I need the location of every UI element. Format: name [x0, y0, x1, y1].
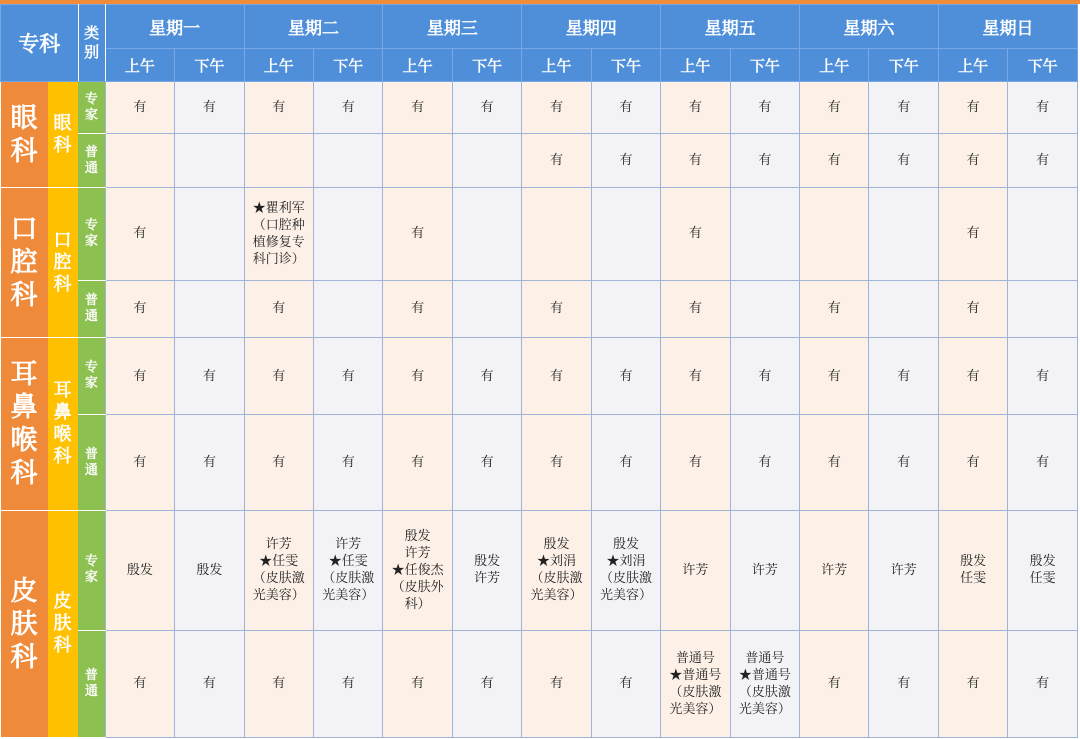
- schedule-cell: 有: [1008, 82, 1078, 134]
- schedule-cell: 有: [383, 82, 452, 134]
- department-subname: 眼 科: [48, 82, 78, 187]
- schedule-cell: [730, 188, 799, 281]
- category-label: 普 通: [78, 134, 105, 188]
- schedule-cell: 有: [730, 338, 799, 415]
- schedule-cell: 有: [591, 134, 660, 188]
- department-block: [1, 188, 79, 338]
- schedule-cell: 有: [800, 415, 869, 511]
- schedule-cell: 有: [522, 338, 591, 415]
- schedule-cell: 有: [1008, 338, 1078, 415]
- schedule-cell: 有: [591, 338, 660, 415]
- schedule-cell: 许芳: [730, 511, 799, 631]
- schedule-row: [1, 511, 1078, 631]
- schedule-cell: 有: [175, 415, 244, 511]
- schedule-cell: 有: [313, 415, 382, 511]
- schedule-cell: 有: [800, 280, 869, 337]
- schedule-cell: 有: [869, 630, 938, 737]
- schedule-cell: 有: [452, 630, 521, 737]
- pm-header: 下午: [175, 49, 244, 82]
- schedule-cell: [313, 188, 382, 281]
- schedule-cell: [800, 188, 869, 281]
- schedule-cell: [591, 280, 660, 337]
- schedule-cell: [730, 280, 799, 337]
- specialty-header: 专科: [1, 5, 79, 82]
- day-header: 星期六: [800, 5, 939, 49]
- schedule-cell: 许芳: [661, 511, 730, 631]
- schedule-cell: 殷发: [175, 511, 244, 631]
- schedule-body: [1, 82, 1078, 738]
- category-label: 普 通: [78, 280, 105, 337]
- schedule-cell: ★瞿利军 （口腔种 植修复专 科门诊）: [244, 188, 313, 281]
- schedule-row: [1, 338, 1078, 415]
- schedule-cell: 有: [730, 82, 799, 134]
- schedule-cell: 有: [522, 134, 591, 188]
- schedule-cell: 有: [452, 415, 521, 511]
- department-subname: 耳 鼻 喉 科: [48, 338, 78, 510]
- day-header: 星期四: [522, 5, 661, 49]
- schedule-cell: 有: [661, 338, 730, 415]
- schedule-cell: [522, 188, 591, 281]
- department-subname: 皮 肤 科: [48, 511, 78, 737]
- day-header: 星期五: [661, 5, 800, 49]
- am-header: 上午: [938, 49, 1007, 82]
- schedule-cell: 有: [591, 630, 660, 737]
- schedule-cell: 殷发 任雯: [1008, 511, 1078, 631]
- schedule-cell: 有: [452, 338, 521, 415]
- schedule-cell: 有: [938, 280, 1007, 337]
- schedule-cell: 有: [661, 82, 730, 134]
- schedule-cell: 有: [800, 630, 869, 737]
- schedule-cell: [105, 134, 174, 188]
- schedule-cell: 有: [522, 82, 591, 134]
- schedule-cell: 有: [800, 134, 869, 188]
- schedule-cell: 有: [105, 188, 174, 281]
- schedule-cell: 有: [105, 280, 174, 337]
- day-header: 星期日: [938, 5, 1077, 49]
- schedule-cell: 有: [938, 134, 1007, 188]
- schedule-cell: 有: [591, 82, 660, 134]
- schedule-cell: 普通号 ★普通号 （皮肤激 光美容）: [661, 630, 730, 737]
- schedule-cell: 有: [1008, 415, 1078, 511]
- category-label: 专 家: [78, 338, 105, 415]
- schedule-cell: [1008, 188, 1078, 281]
- schedule-cell: [175, 188, 244, 281]
- schedule-cell: 有: [730, 134, 799, 188]
- schedule-cell: [175, 280, 244, 337]
- department-name: 耳 鼻 喉 科: [1, 338, 48, 510]
- header-row-ampm: [1, 49, 1078, 82]
- department-name: 口 腔 科: [1, 188, 48, 337]
- schedule-cell: 殷发 ★刘涓 （皮肤激 光美容）: [591, 511, 660, 631]
- schedule-cell: 有: [105, 338, 174, 415]
- pm-header: 下午: [452, 49, 521, 82]
- schedule-cell: 殷发 任雯: [938, 511, 1007, 631]
- day-header: 星期二: [244, 5, 383, 49]
- schedule-cell: 有: [522, 630, 591, 737]
- schedule-row: [1, 630, 1078, 737]
- schedule-cell: 有: [1008, 630, 1078, 737]
- schedule-cell: 有: [869, 82, 938, 134]
- schedule-cell: 有: [175, 630, 244, 737]
- schedule-cell: [383, 134, 452, 188]
- schedule-cell: 有: [522, 415, 591, 511]
- schedule-cell: 有: [730, 415, 799, 511]
- category-label: 普 通: [78, 415, 105, 511]
- schedule-row: [1, 82, 1078, 134]
- am-header: 上午: [661, 49, 730, 82]
- am-header: 上午: [800, 49, 869, 82]
- schedule-cell: [452, 280, 521, 337]
- category-label: 专 家: [78, 511, 105, 631]
- schedule-row: [1, 134, 1078, 188]
- schedule-cell: 许芳: [800, 511, 869, 631]
- schedule-cell: 有: [800, 82, 869, 134]
- day-header: 星期三: [383, 5, 522, 49]
- schedule-cell: 有: [313, 630, 382, 737]
- schedule-cell: 有: [244, 82, 313, 134]
- header-row-days: [1, 5, 1078, 49]
- schedule-cell: 有: [869, 338, 938, 415]
- schedule-cell: [244, 134, 313, 188]
- schedule-cell: 有: [869, 415, 938, 511]
- schedule-cell: 有: [383, 280, 452, 337]
- schedule-cell: 有: [244, 338, 313, 415]
- schedule-cell: 有: [938, 630, 1007, 737]
- am-header: 上午: [105, 49, 174, 82]
- schedule-cell: 有: [869, 134, 938, 188]
- schedule-cell: 有: [175, 338, 244, 415]
- schedule-cell: 有: [938, 338, 1007, 415]
- schedule-cell: 有: [244, 280, 313, 337]
- schedule-cell: [591, 188, 660, 281]
- pm-header: 下午: [1008, 49, 1078, 82]
- schedule-cell: 有: [383, 630, 452, 737]
- schedule-cell: 有: [591, 415, 660, 511]
- schedule-cell: 普通号 ★普通号 （皮肤激 光美容）: [730, 630, 799, 737]
- am-header: 上午: [244, 49, 313, 82]
- schedule-cell: 许芳 ★任雯 （皮肤激 光美容）: [244, 511, 313, 631]
- schedule-cell: [869, 280, 938, 337]
- schedule-cell: 有: [661, 280, 730, 337]
- department-name: 皮 肤 科: [1, 511, 48, 737]
- schedule-cell: 有: [313, 338, 382, 415]
- schedule-cell: 有: [383, 188, 452, 281]
- department-block: [1, 82, 79, 188]
- schedule-cell: 有: [105, 630, 174, 737]
- schedule-cell: 有: [175, 82, 244, 134]
- schedule-cell: 许芳 ★任雯 （皮肤激 光美容）: [313, 511, 382, 631]
- schedule-cell: 有: [938, 188, 1007, 281]
- schedule-cell: 有: [244, 415, 313, 511]
- clinic-schedule-table: [0, 4, 1078, 738]
- schedule-cell: [452, 188, 521, 281]
- department-name: 眼 科: [1, 82, 48, 187]
- schedule-cell: 有: [105, 82, 174, 134]
- category-header: 类 别: [78, 5, 105, 82]
- am-header: 上午: [383, 49, 452, 82]
- category-label: 普 通: [78, 630, 105, 737]
- schedule-row: [1, 188, 1078, 281]
- schedule-cell: [175, 134, 244, 188]
- schedule-cell: [313, 134, 382, 188]
- pm-header: 下午: [313, 49, 382, 82]
- category-label: 专 家: [78, 188, 105, 281]
- schedule-cell: 殷发 许芳: [452, 511, 521, 631]
- pm-header: 下午: [591, 49, 660, 82]
- schedule-row: [1, 280, 1078, 337]
- schedule-cell: 有: [661, 134, 730, 188]
- pm-header: 下午: [869, 49, 938, 82]
- schedule-row: [1, 415, 1078, 511]
- schedule-cell: 有: [1008, 134, 1078, 188]
- schedule-cell: 殷发: [105, 511, 174, 631]
- schedule-cell: 有: [522, 280, 591, 337]
- schedule-cell: 有: [383, 415, 452, 511]
- schedule-cell: 有: [938, 82, 1007, 134]
- schedule-cell: 殷发 许芳 ★任俊杰 （皮肤外 科）: [383, 511, 452, 631]
- schedule-cell: [869, 188, 938, 281]
- schedule-cell: 有: [313, 82, 382, 134]
- schedule-cell: [452, 134, 521, 188]
- department-subname: 口 腔 科: [48, 188, 78, 337]
- schedule-cell: 许芳: [869, 511, 938, 631]
- schedule-cell: 有: [244, 630, 313, 737]
- schedule-cell: 有: [383, 338, 452, 415]
- pm-header: 下午: [730, 49, 799, 82]
- am-header: 上午: [522, 49, 591, 82]
- schedule-cell: 殷发 ★刘涓 （皮肤激 光美容）: [522, 511, 591, 631]
- day-header: 星期一: [105, 5, 244, 49]
- schedule-cell: 有: [800, 338, 869, 415]
- department-block: [1, 511, 79, 738]
- schedule-cell: [1008, 280, 1078, 337]
- category-label: 专 家: [78, 82, 105, 134]
- schedule-cell: [313, 280, 382, 337]
- schedule-cell: 有: [105, 415, 174, 511]
- schedule-cell: 有: [661, 188, 730, 281]
- schedule-cell: 有: [938, 415, 1007, 511]
- schedule-cell: 有: [661, 415, 730, 511]
- schedule-cell: 有: [452, 82, 521, 134]
- department-block: [1, 338, 79, 511]
